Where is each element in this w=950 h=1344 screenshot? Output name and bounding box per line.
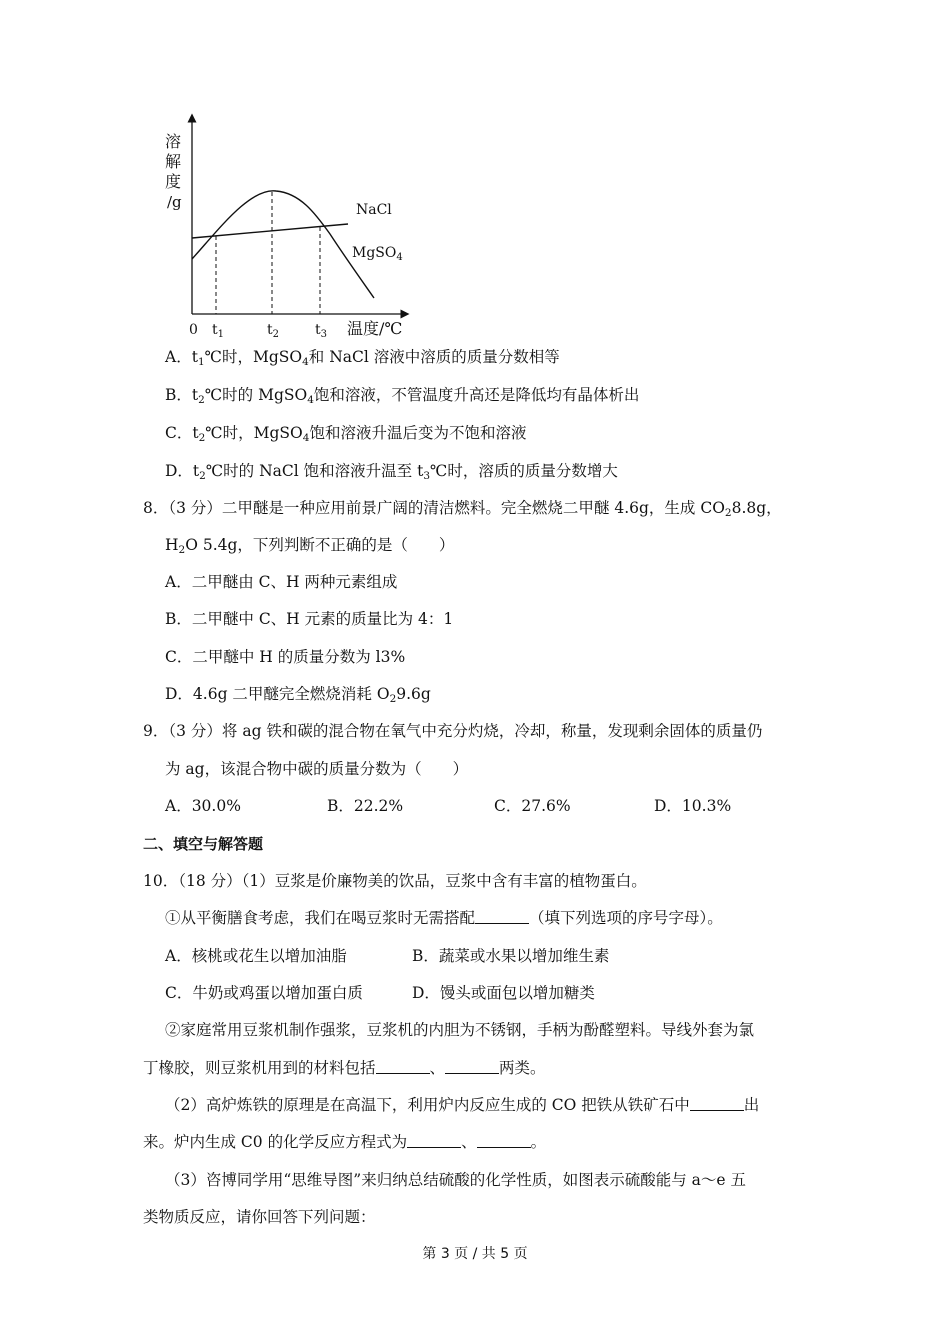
x-axis-label: 温度/℃ xyxy=(347,319,403,338)
series-label-mgso4: MgSO$_4$ xyxy=(352,245,403,263)
y-axis-label-char: /g xyxy=(167,193,182,211)
q9-stem-line-1: 9．（3 分）将 ag 铁和碳的混合物在氧气中充分灼烧，冷却，称量，发现剩余固体的质量仍 xyxy=(143,722,763,740)
q8-option-c: C．二甲醚中 H 的质量分数为 l3% xyxy=(165,648,406,666)
q7-option-b: B．$t_2℃$时的 MgSO$_4$饱和溶液，不管温度升高还是降低均有晶体析出 xyxy=(165,386,640,406)
q9-option-a: A．30.0% xyxy=(165,797,241,815)
q9-stem-line-2: 为 ag，该混合物中碳的质量分数为（ ） xyxy=(165,760,469,778)
x-tick-label: $t_3$ xyxy=(315,322,328,340)
q8-option-d: D．4.6g 二甲醚完全燃烧消耗 $O_29.6g$ xyxy=(165,685,431,705)
q10-line-2: ①从平衡膳食考虑，我们在喝豆浆时无需搭配 （填下列选项的序号字母）。 xyxy=(165,909,723,927)
answer-blank[interactable] xyxy=(376,1058,430,1074)
y-axis-label-char: 溶 xyxy=(165,132,182,151)
q10-option-a: A．核桃或花生以增加油脂 xyxy=(165,947,347,965)
origin-label: 0 xyxy=(189,322,198,338)
q8-option-b: B．二甲醚中 C、H 元素的质量比为 4：1 xyxy=(165,610,454,628)
q7-option-a: A．$t_1℃$时，MgSO$_4$和 NaCl 溶液中溶质的质量分数相等 xyxy=(165,348,560,368)
page-footer: 第 3 页 / 共 5 页 xyxy=(422,1246,528,1262)
q7-option-c: C．$t_2℃$时，MgSO$_4$饱和溶液升温后变为不饱和溶液 xyxy=(165,424,527,444)
q9-option-b: B．22.2% xyxy=(327,797,404,815)
y-axis-label-char: 解 xyxy=(165,152,182,171)
answer-blank[interactable] xyxy=(445,1058,499,1074)
q8-stem-line-1: 8．（3 分）二甲醚是一种应用前景广阔的清洁燃料。完全燃烧二甲醚 4.6g，生成 $CO_28.8g$， xyxy=(143,499,782,519)
series-label-nacl: NaCl xyxy=(356,202,392,218)
q10-option-b: B．蔬菜或水果以增加维生素 xyxy=(412,947,610,965)
answer-blank[interactable] xyxy=(477,1132,531,1148)
q10-line-1: 10．（18 分）（1）豆浆是价廉物美的饮品，豆浆中含有丰富的植物蛋白。 xyxy=(143,872,647,890)
q7-option-d: D．$t_2℃$时的 NaCl 饱和溶液升温至 $t_3℃$时，溶质的质量分数增大 xyxy=(165,462,618,482)
q9-option-d: D．10.3% xyxy=(654,797,732,815)
q10-line-9: 类物质反应，请你回答下列问题： xyxy=(143,1208,376,1226)
section-heading: 二、填空与解答题 xyxy=(143,835,264,853)
q10-line-6: （2）高炉炼铁的原理是在高温下，利用炉内反应生成的 CO 把铁从铁矿石中 出 xyxy=(165,1096,760,1114)
series-mgso4-curve xyxy=(192,191,374,298)
solubility-chart xyxy=(0,0,950,345)
q10-line-7: 来。炉内生成 C0 的化学反应方程式为 、 。 xyxy=(143,1133,547,1151)
q9-option-c: C．27.6% xyxy=(494,797,571,815)
q10-line-4: ②家庭常用豆浆机制作强浆，豆浆机的内胆为不锈钢，手柄为酚醛塑料。导线外套为氯 xyxy=(165,1021,755,1039)
q8-option-a: A．二甲醚由 C、H 两种元素组成 xyxy=(165,573,398,591)
q10-option-c: C．牛奶或鸡蛋以增加蛋白质 xyxy=(165,984,363,1002)
x-tick-label: $t_2$ xyxy=(267,322,280,340)
y-axis-label-char: 度 xyxy=(165,172,182,191)
answer-blank[interactable] xyxy=(475,908,529,924)
q10-line-5: 丁橡胶，则豆浆机用到的材料包括 、 两类。 xyxy=(143,1059,546,1077)
answer-blank[interactable] xyxy=(407,1132,461,1148)
q8-stem-line-2: $H_2O$ 5.4g，下列判断不正确的是（ ） xyxy=(165,536,455,556)
x-tick-label: $t_1$ xyxy=(212,322,225,340)
answer-blank[interactable] xyxy=(690,1095,744,1111)
q10-option-d: D．馒头或面包以增加糖类 xyxy=(412,984,595,1002)
q10-line-8: （3）咨博同学用“思维导图”来归纳总结硫酸的化学性质，如图表示硫酸能与 a～e 五 xyxy=(165,1171,746,1189)
